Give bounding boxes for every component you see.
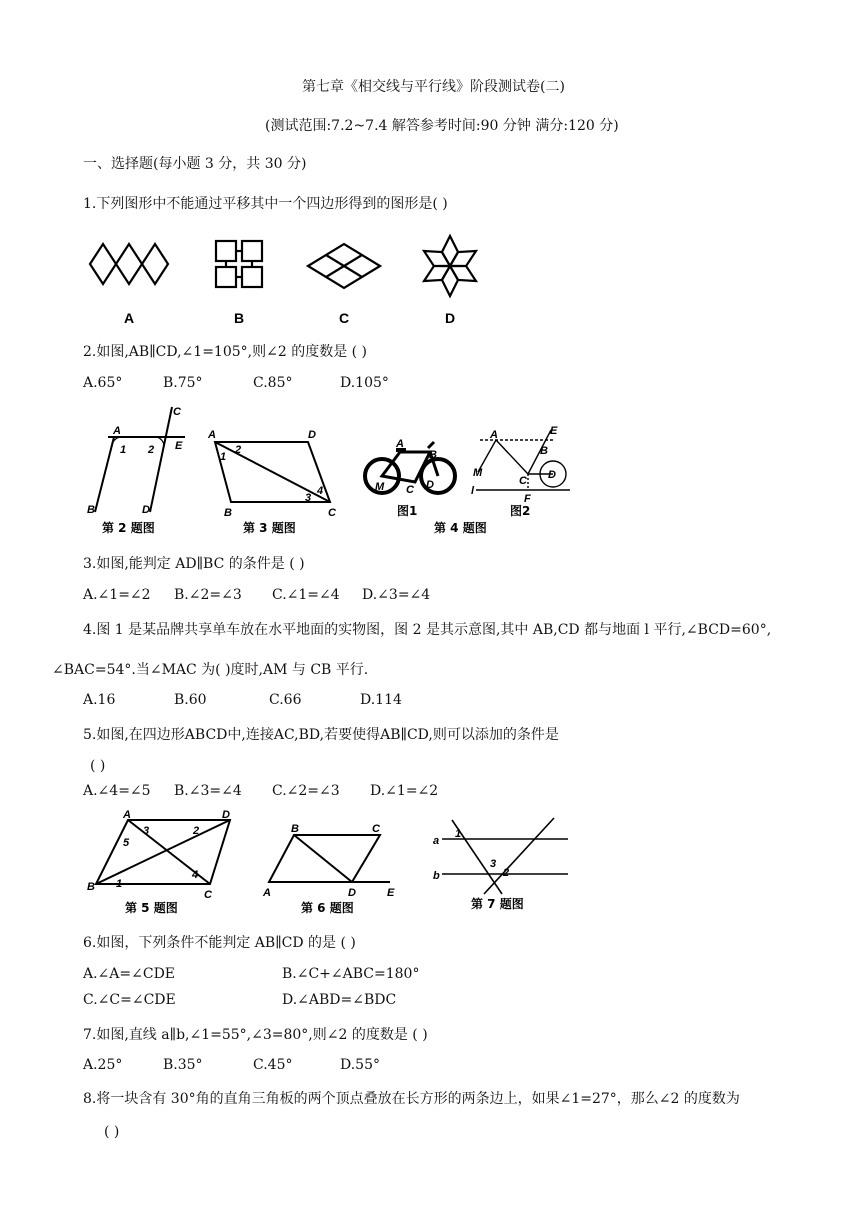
figure-row-1: [80, 402, 580, 542]
fig2-label-a: A: [113, 425, 121, 437]
q1-label-a: A: [123, 310, 135, 326]
q2-option-b: B.75°: [163, 375, 203, 391]
q7-option-d: D.55°: [340, 1057, 380, 1073]
fig2-label-1: 1: [120, 444, 127, 456]
fig4b-label-m: M: [473, 467, 483, 479]
page-subtitle: (测试范围:7.2~7.4 解答参考时间:90 分钟 满分:120 分): [265, 118, 619, 134]
fig3-label-3: 3: [305, 492, 312, 504]
q7-option-a: A.25°: [83, 1057, 123, 1073]
q4-option-b: B.60: [174, 692, 207, 708]
q1-label-c: C: [338, 310, 350, 326]
figure-row-2: [80, 808, 580, 918]
fig4a-label-m: M: [375, 481, 385, 493]
fig3-label-b: B: [224, 507, 232, 519]
q4-option-c: C.66: [269, 692, 302, 708]
fig2-label-c: C: [173, 406, 181, 418]
question-3-stem: 3.如图,能判定 AD∥BC 的条件是 ( ): [83, 556, 305, 572]
fig5-label-c: C: [204, 889, 212, 901]
fig5-label-1: 1: [116, 878, 123, 890]
fig7-label-2: 2: [503, 867, 510, 879]
fig3-label-d: D: [308, 429, 316, 441]
fig5-label-3: 3: [143, 825, 150, 837]
fig7-caption: 第 7 题图: [471, 897, 524, 911]
question-8-stem: 8.将一块含有 30°角的直角三角板的两个顶点叠放在长方形的两条边上，如果∠1=27°，那么∠2 的度数为: [83, 1091, 740, 1107]
q5-option-d: D.∠1=∠2: [370, 783, 439, 799]
fig4a-caption: 图1: [397, 504, 418, 518]
q3-option-c: C.∠1=∠4: [272, 587, 340, 603]
fig3-label-4: 4: [317, 485, 324, 497]
fig4a-label-b: B: [429, 449, 437, 461]
q1-figures: [80, 232, 480, 332]
q5-option-c: C.∠2=∠3: [272, 783, 340, 799]
fig-q2: [95, 407, 185, 512]
fig4b-label-a: A: [490, 429, 498, 441]
fig-q3: [215, 442, 330, 502]
question-8-paren: ( ): [104, 1124, 120, 1140]
q6-option-b: B.∠C+∠ABC=180°: [282, 966, 420, 982]
question-7-stem: 7.如图,直线 a∥b,∠1=55°,∠3=80°,则∠2 的度数是 ( ): [83, 1027, 428, 1043]
q1-shape-b: [216, 241, 262, 287]
fig4b-caption: 图2: [510, 504, 531, 518]
q3-option-d: D.∠3=∠4: [362, 587, 431, 603]
fig6-label-e: E: [387, 887, 395, 899]
fig4b-label-l: l: [471, 485, 475, 497]
q1-label-b: B: [233, 310, 245, 326]
fig5-label-2: 2: [193, 825, 200, 837]
q2-option-d: D.105°: [340, 375, 389, 391]
fig4b-label-b: B: [540, 445, 548, 457]
q6-option-c: C.∠C=∠CDE: [83, 992, 176, 1008]
fig7-label-3: 3: [490, 858, 497, 870]
q3-option-a: A.∠1=∠2: [83, 587, 151, 603]
fig2-label-2: 2: [148, 444, 155, 456]
fig2-caption: 第 2 题图: [102, 521, 155, 535]
q6-option-d: D.∠ABD=∠BDC: [282, 992, 397, 1008]
q3-option-b: B.∠2=∠3: [174, 587, 242, 603]
q7-option-b: B.35°: [163, 1057, 203, 1073]
fig4b-label-f: F: [524, 493, 531, 505]
fig3-caption: 第 3 题图: [243, 521, 296, 535]
page-title: 第七章《相交线与平行线》阶段测试卷(二): [302, 79, 565, 95]
fig5-caption: 第 5 题图: [125, 901, 178, 915]
fig3-label-c: C: [328, 507, 336, 519]
fig6-label-a: A: [263, 887, 271, 899]
fig4b-label-c: C: [519, 475, 527, 487]
fig4b-label-e: E: [550, 425, 558, 437]
fig3-label-a: A: [208, 429, 216, 441]
q4-option-a: A.16: [83, 692, 116, 708]
fig2-label-e: E: [175, 440, 183, 452]
q1-shape-a: [90, 244, 168, 284]
question-1-stem: 1.下列图形中不能通过平移其中一个四边形得到的图形是( ): [83, 196, 448, 212]
q5-option-a: A.∠4=∠5: [83, 783, 151, 799]
fig5-label-b: B: [87, 881, 95, 893]
fig6-label-b: B: [291, 823, 299, 835]
fig-q6: [269, 835, 390, 882]
question-2-stem: 2.如图,AB∥CD,∠1=105°,则∠2 的度数是 ( ): [83, 344, 368, 360]
q4-option-d: D.114: [360, 692, 402, 708]
question-5-stem: 5.如图,在四边形ABCD中,连接AC,BD,若要使得AB∥CD,则可以添加的条件是: [83, 727, 559, 743]
fig3-label-2: 2: [235, 444, 242, 456]
fig3-label-1: 1: [220, 451, 227, 463]
fig4-caption: 第 4 题图: [434, 521, 487, 535]
fig6-caption: 第 6 题图: [301, 901, 354, 915]
fig4a-label-a: A: [396, 438, 404, 450]
q2-option-a: A.65°: [83, 375, 123, 391]
fig5-label-d: D: [222, 809, 230, 821]
fig7-label-1: 1: [455, 828, 462, 840]
question-6-stem: 6.如图，下列条件不能判定 AB∥CD 的是 ( ): [83, 935, 356, 951]
fig7-label-a: a: [433, 835, 440, 847]
q6-option-a: A.∠A=∠CDE: [83, 966, 176, 982]
fig5-label-a: A: [123, 809, 131, 821]
section-heading: 一、选择题(每小题 3 分，共 30 分): [83, 156, 307, 172]
fig5-label-4: 4: [192, 869, 199, 881]
q7-option-c: C.45°: [253, 1057, 293, 1073]
fig2-label-b: B: [87, 504, 95, 516]
fig7-label-b: b: [433, 870, 440, 882]
question-4-stem-line-2: ∠BAC=54°.当∠MAC 为( )度时,AM 与 CB 平行.: [52, 662, 369, 678]
fig4b-label-d: D: [548, 469, 556, 481]
fig6-label-c: C: [372, 823, 380, 835]
q1-shape-c: [308, 244, 380, 288]
fig4a-label-d: D: [426, 479, 434, 491]
fig6-label-d: D: [348, 887, 356, 899]
question-4-stem-line-1: 4.图 1 是某品牌共享单车放在水平地面的实物图，图 2 是其示意图,其中 AB,CD 都与地面 l 平行,∠BCD=60°,: [83, 622, 772, 638]
fig4a-label-c: C: [406, 484, 414, 496]
fig-q5: [96, 820, 230, 884]
q1-shape-d: [420, 236, 480, 296]
q2-option-c: C.85°: [253, 375, 293, 391]
fig5-label-5: 5: [123, 837, 130, 849]
fig2-label-d: D: [142, 504, 150, 516]
q5-option-b: B.∠3=∠4: [174, 783, 242, 799]
q1-label-d: D: [444, 310, 456, 326]
question-5-paren: ( ): [90, 758, 106, 774]
